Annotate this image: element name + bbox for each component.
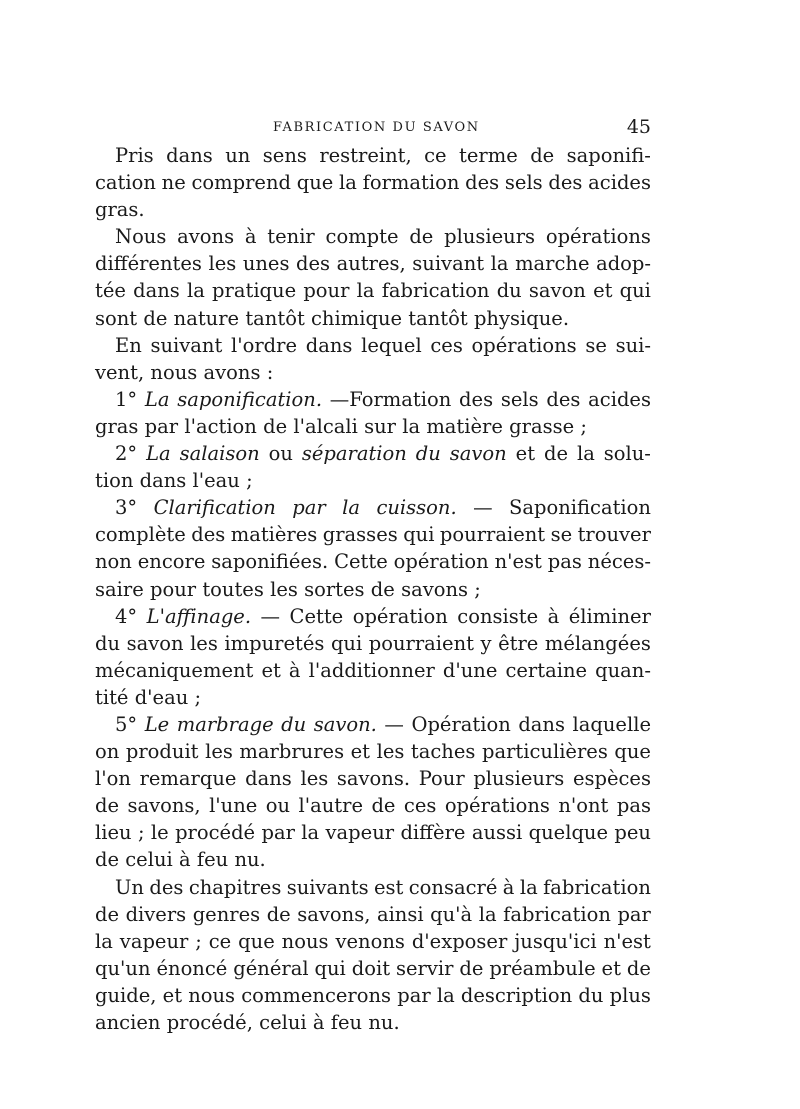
text-line: Nous avons à tenir compte de plusieurs opérations	[115, 225, 651, 249]
text-line: tée dans la pratique pour la fabrication du savon et qui	[95, 279, 651, 303]
body-text	[95, 142, 651, 1036]
text-line: Un des chapitres suivants est consacré à la fabrication	[115, 875, 651, 899]
text-line: de savons, l'une ou l'autre de ces opérations n'ont pas	[95, 794, 651, 818]
text-line: du savon les impuretés qui pourraient y être mélangées	[95, 631, 651, 655]
text-line: l'on remarque dans les savons. Pour plusieurs espèces	[95, 767, 651, 791]
book-page	[95, 110, 651, 1036]
text-line: Pris dans un sens restreint, ce terme de saponifi-	[115, 144, 651, 167]
text-line: cation ne comprend que la formation des sels des acides	[95, 171, 651, 195]
text-line: sont de nature tantôt chimique tantôt physique.	[95, 306, 570, 330]
text-line: saire pour toutes les sortes de savons ;	[95, 577, 481, 601]
text-line: 1° La saponification. —Formation des sels des acides	[115, 387, 651, 411]
text-line: la vapeur ; ce que nous venons d'exposer jusqu'ici n'est	[95, 929, 651, 953]
text-line: En suivant l'ordre dans lequel ces opérations se sui-	[115, 333, 651, 357]
text-line: lieu ; le procédé par la vapeur diffère aussi quelque peu	[95, 821, 651, 845]
text-line: 3° Clarification par la cuisson. — Saponification	[115, 496, 651, 520]
text-line: 2° La salaison ou séparation du savon et de la solu-	[115, 442, 651, 466]
text-line: guide, et nous commencerons par la description du plus	[95, 983, 651, 1007]
page-header	[95, 110, 651, 140]
page-number: 45	[626, 116, 651, 138]
text-line: vent, nous avons :	[95, 360, 274, 384]
text-line: gras.	[95, 198, 145, 222]
running-title: FABRICATION DU SAVON	[273, 120, 480, 135]
text-line: tion dans l'eau ;	[95, 469, 253, 493]
text-line: non encore saponifiées. Cette opération n'est pas néces-	[95, 550, 651, 574]
text-line: de divers genres de savons, ainsi qu'à la fabrication par	[95, 902, 651, 926]
text-line: de celui à feu nu.	[95, 848, 266, 872]
text-line: tité d'eau ;	[95, 685, 202, 709]
text-line: gras par l'action de l'alcali sur la matière grasse ;	[95, 414, 587, 438]
text-line: on produit les marbrures et les taches particulières que	[95, 740, 651, 764]
text-line: 5° Le marbrage du savon. — Opération dans laquelle	[115, 712, 651, 736]
text-line: complète des matières grasses qui pourraient se trouver	[95, 523, 651, 547]
text-line: ancien procédé, celui à feu nu.	[95, 1011, 400, 1034]
text-line: 4° L'affinage. — Cette opération consiste à éliminer	[115, 604, 651, 628]
text-line: mécaniquement et à l'additionner d'une certaine quan-	[95, 658, 651, 682]
text-line: qu'un énoncé général qui doit servir de préambule et de	[95, 956, 651, 980]
text-line: différentes les unes des autres, suivant la marche adop-	[95, 252, 651, 276]
